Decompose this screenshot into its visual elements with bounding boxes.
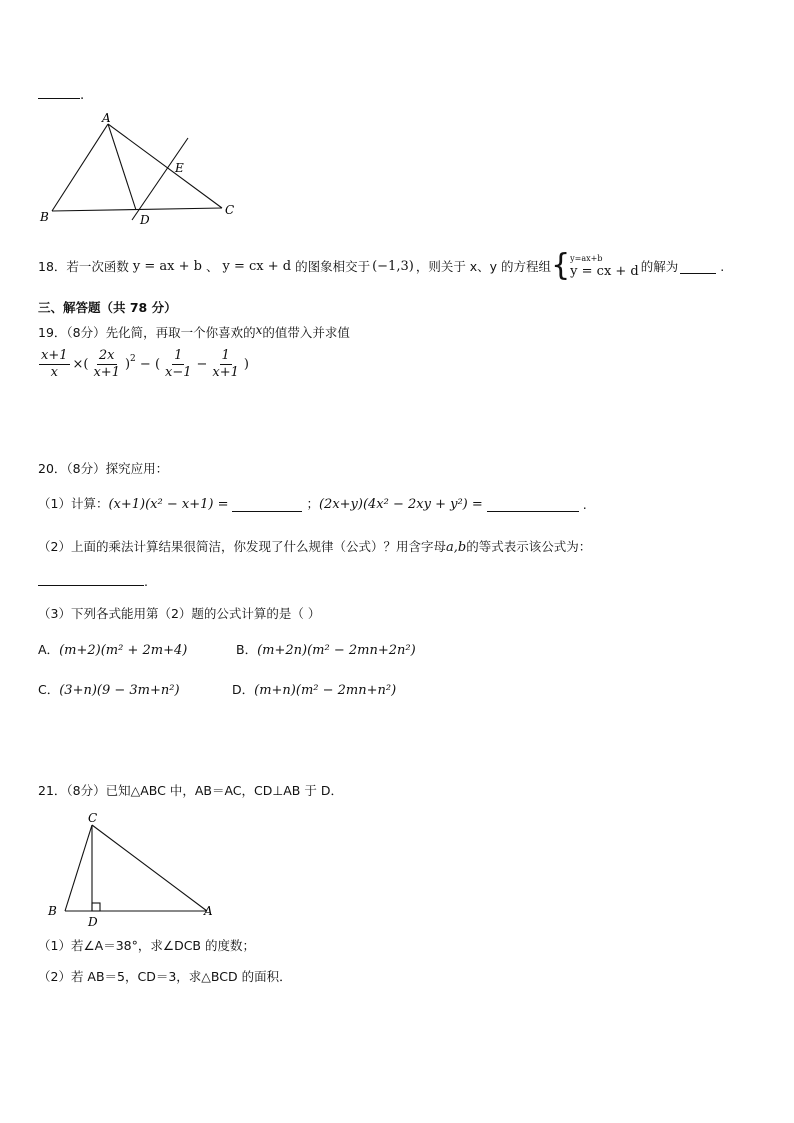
section-heading: 三、解答题（共 78 分） bbox=[38, 300, 177, 315]
option-c[interactable]: C．(3+n)(9 − 3m+n²) bbox=[38, 682, 180, 698]
q18-mid: 的图象相交于 bbox=[295, 259, 371, 274]
q20-part1: （1）计算： (x+1)(x² − x+1) = ； (2x+y)(4x² − 2xy + y²) = . bbox=[38, 496, 587, 512]
fraction-4: $\frac{1}{x+1}$ bbox=[212, 348, 239, 380]
answer-blank bbox=[232, 497, 302, 512]
segment-bc bbox=[52, 208, 222, 211]
answer-blank bbox=[38, 84, 80, 99]
q17-figure bbox=[35, 110, 245, 228]
segment-ca bbox=[92, 825, 207, 911]
label-c: C bbox=[88, 811, 98, 825]
q20-part2-answer: . bbox=[38, 571, 148, 589]
label-a: A bbox=[102, 111, 111, 125]
system-bottom-eq: y = cx + d bbox=[570, 263, 639, 279]
fraction-3: $\frac{1}{x-1}$ bbox=[165, 348, 192, 380]
q19-var: x bbox=[255, 323, 263, 337]
q18 bbox=[38, 248, 725, 283]
option-d[interactable]: D．(m+n)(m² − 2mn+n²) bbox=[232, 682, 397, 698]
label-c: C bbox=[225, 203, 235, 217]
q18-f1: y = ax + b bbox=[132, 258, 202, 274]
q20-title: 20．（8分）探究应用： bbox=[38, 461, 169, 476]
system-top-eq: y=ax+b bbox=[570, 253, 603, 263]
system-brace: { bbox=[551, 248, 571, 283]
fraction-2: $\frac{2x}{x+1}$ bbox=[93, 348, 120, 380]
q19-text-b: 的值带入并求值 bbox=[262, 325, 350, 340]
label-a: A bbox=[204, 904, 213, 918]
q17-tail: . bbox=[80, 88, 85, 103]
fraction-1: $\frac{x+1}{x}$ bbox=[41, 348, 68, 380]
q20-expr1: (x+1)(x² − x+1) = bbox=[108, 497, 229, 512]
q19-text-a: 19．（8分）先化简，再取一个你喜欢的 bbox=[38, 325, 256, 340]
q18-prefix: 18．若一次函数 bbox=[38, 259, 129, 274]
label-d: D bbox=[140, 213, 150, 227]
q18-suffix: 的解为 bbox=[640, 259, 679, 274]
segment-ad bbox=[108, 124, 136, 210]
q20-vars: a,b bbox=[445, 540, 467, 555]
q18-end: . bbox=[720, 258, 725, 274]
label-d: D bbox=[88, 915, 98, 929]
q21-title: 21．（8分）已知△ABC 中，AB＝AC，CD⊥AB 于 D． bbox=[38, 783, 343, 798]
answer-blank bbox=[680, 259, 716, 274]
q21-part2: （2）若 AB＝5，CD＝3，求△BCD 的面积． bbox=[38, 969, 292, 984]
q20-part2: （2）上面的乘法计算结果很简洁，你发现了什么规律（公式）？用含字母a,b的等式表示该公式为： bbox=[38, 539, 592, 555]
q18-point: (−1,3) bbox=[372, 258, 414, 274]
q21-part1: （1）若∠A＝38°，求∠DCB 的度数； bbox=[38, 938, 255, 953]
q20-expr2: (2x+y)(4x² − 2xy + y²) = bbox=[318, 497, 483, 512]
option-a[interactable]: A．(m+2)(m² + 2m+4) bbox=[38, 642, 188, 658]
q18-sep: 、 bbox=[205, 259, 219, 274]
label-b: B bbox=[48, 904, 57, 918]
line-through-de bbox=[132, 138, 188, 220]
q21-figure bbox=[42, 808, 222, 930]
answer-blank bbox=[487, 497, 579, 512]
q19-expression: $\frac{x+1}{x}$ ×( $\frac{2x}{x+1}$ ) 2 − ( $\frac{1}{x-1}$ − $\frac{1}{x+1}$ ) bbox=[41, 348, 249, 380]
option-b[interactable]: B．(m+2n)(m² − 2mn+2n²) bbox=[236, 642, 416, 658]
right-angle-mark bbox=[92, 903, 100, 911]
label-b: B bbox=[40, 210, 49, 224]
q18-f2: y = cx + d bbox=[222, 258, 292, 274]
segment-bc bbox=[65, 825, 92, 911]
segment-ab bbox=[52, 124, 108, 211]
segment-ac bbox=[108, 124, 222, 208]
answer-blank bbox=[38, 571, 144, 586]
label-e: E bbox=[175, 161, 184, 175]
equation-system bbox=[570, 253, 639, 280]
q19-prompt bbox=[38, 323, 350, 341]
q20-part3: （3）下列各式能用第（2）题的公式计算的是（ ） bbox=[38, 606, 321, 621]
q17-answer-line bbox=[38, 84, 84, 103]
q18-mid2: ，则关于 x、y 的方程组 bbox=[415, 259, 552, 274]
